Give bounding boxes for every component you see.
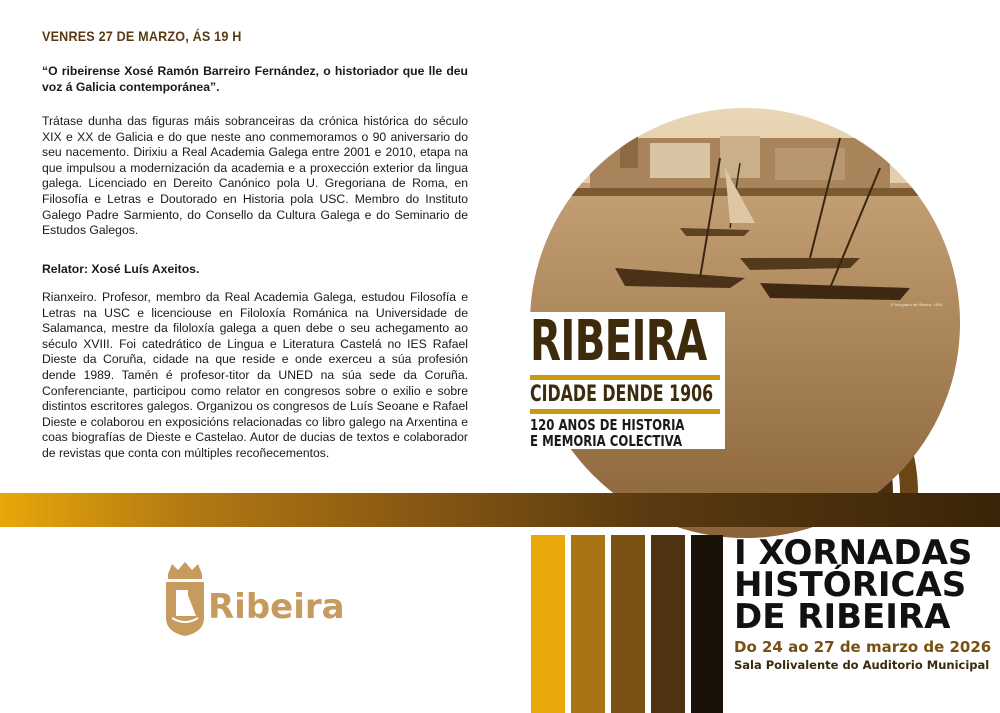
- xornadas-venue: Sala Polivalente do Auditorio Municipal: [734, 658, 990, 672]
- ribeira-title-block: [530, 309, 725, 450]
- xornadas-dates: Do 24 ao 27 de marzo de 2026: [734, 638, 992, 656]
- municipal-logo-text: Ribeira: [208, 587, 345, 627]
- municipal-crest-icon: [162, 560, 208, 640]
- cidade-subtitle: CIDADE DENDE 1906: [530, 382, 714, 407]
- xornadas-title-line-1: I XORNADAS: [734, 533, 973, 573]
- xornadas-title: [734, 533, 973, 637]
- relator-name: Relator: Xosé Luís Axeitos.: [42, 262, 200, 276]
- stripe-bronze: [611, 535, 645, 713]
- photo-caption: 1ª fotografía de Ribeira, 1893.: [890, 302, 944, 307]
- xornadas-title-line-2: HISTÓRICAS: [734, 565, 967, 605]
- xornadas-title-line-3: DE RIBEIRA: [734, 597, 951, 637]
- stripe-dark: [691, 535, 723, 713]
- gold-rule-top: [530, 375, 720, 380]
- gradient-band: [0, 493, 1000, 527]
- relator-paragraph: Rianxeiro. Profesor, membro da Real Academia Galega, estudou Filosofía e Letras na USC e licenciouse en Filoloxía Románica na Universidade de Salamanca, mestre da filoloxía galega a quen debe o seu achegamento ao século XVIII. Foi catedrático de Lingua e Literatura Castelá no IES Rafael Dieste da Coruña, cidade na que reside e onde exerceu a súa profesión dende 1989. Tamén é profesor-titor da UNED na súa sede da Coruña. Conferenciante, participou como relator en congresos sobre o exilio e sobre distintos escritores galegos. Organizou os congresos de Luís Seoane e Rafael Dieste e colaborou en exposicións relacionadas co libro galego na Arxentina e coas biografías de Dieste e Castelao. Autor de ducias de textos e colaborador de revistas que conta con múltiples recoñecementos.: [42, 290, 468, 460]
- tagline-line-1: 120 ANOS DE HISTORIA: [530, 416, 685, 434]
- stripe-brown: [651, 535, 685, 713]
- stripe-gold: [531, 535, 565, 713]
- event-date-heading: VENRES 27 DE MARZO, ÁS 19 H: [42, 28, 242, 44]
- bio-paragraph: Trátase dunha das figuras máis sobranceiras da crónica histórica do século XIX e XX de Galicia e do que neste ano conmemoramos o 90 aniversario do seu nacemento. Dirixiu a Real Academia Galega entre 2001 e 2010, etapa na que impulsou a modernización da academia e a proxección exterior da lingua galega. Licenciado en Dereito Canónico pola U. Gregoriana de Roma, en Filosofía e Letras e Doutorado en Historia pola USC. Membro do Instituto Galego Padre Sarmiento, do Consello da Cultura Galega e do Seminario de Estudos Galegos.: [42, 114, 468, 238]
- gold-rule-bottom: [530, 409, 720, 414]
- tagline-line-2: E MEMORIA COLECTIVA: [530, 432, 683, 450]
- stripe-ochre: [571, 535, 605, 713]
- event-quote: “O ribeirense Xosé Ramón Barreiro Fernández, o historiador que lle deu voz á Galicia contemporánea”.: [42, 64, 468, 94]
- ribeira-title: RIBEIRA: [530, 309, 707, 374]
